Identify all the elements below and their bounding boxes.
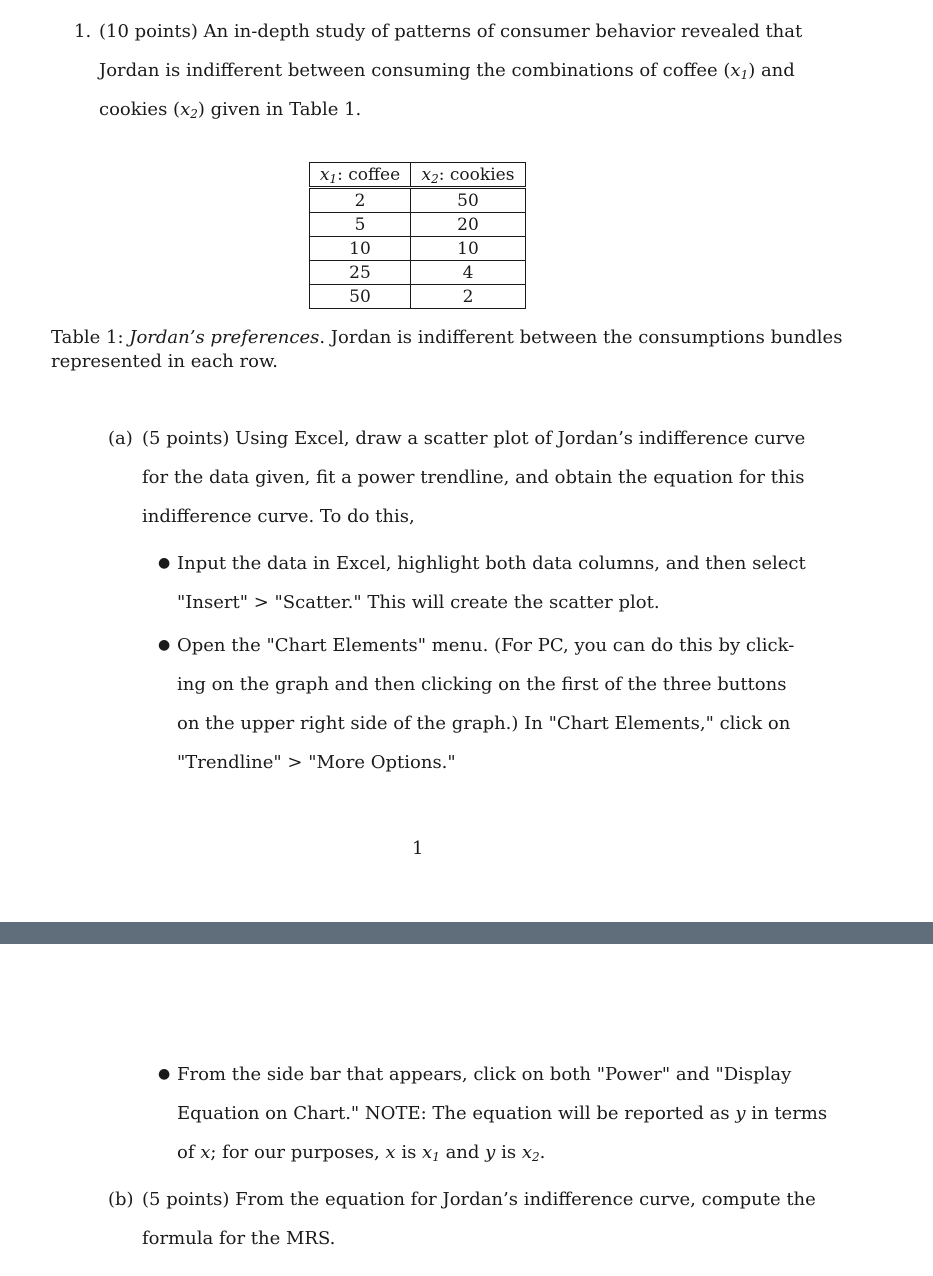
problem-number: 1. — [74, 21, 92, 42]
problem-line-3 — [99, 99, 361, 121]
problem-line-3-text: cookies ( — [99, 99, 181, 120]
var-x1: $x_1$ — [730, 60, 749, 82]
page-2 — [0, 944, 933, 1276]
bullet-1-line-2: "Insert" > "Scatter." This will create the scatter plot. — [177, 592, 660, 613]
part-a-line-2: for the data given, fit a power trendline, and obtain the equation for this — [142, 467, 805, 488]
part-b-line-1: (5 points) From the equation for Jordan’s indifference curve, compute the — [142, 1189, 816, 1210]
part-a-label: (a) — [108, 428, 133, 449]
bullet-1-line-1: Input the data in Excel, highlight both data columns, and then select — [177, 553, 806, 574]
problem-line-2-text: Jordan is indifferent between consuming the combinations of coffee ( — [99, 60, 731, 81]
part-a-line-1: (5 points) Using Excel, draw a scatter plot of Jordan’s indifference curve — [142, 428, 806, 449]
table-row: 50 2 — [310, 285, 526, 309]
table-caption-line-2: represented in each row. — [51, 351, 278, 372]
problem-line-3-end: ) given in Table 1. — [197, 99, 362, 120]
problem-line-2 — [99, 60, 795, 82]
table-row: 2 50 — [310, 188, 526, 213]
page-number: 1 — [412, 838, 424, 859]
bullet-3-line-3: of x; for our purposes, x is $x_1$ and y is $x_2$. — [177, 1142, 546, 1164]
page-divider — [0, 922, 933, 944]
bullet-2-line-3: on the upper right side of the graph.) In "Chart Elements," click on — [177, 713, 791, 734]
bullet-2-line-2: ing on the graph and then clicking on the first of the three buttons — [177, 674, 787, 695]
bullet-icon: ● — [158, 555, 171, 571]
problem-line-1: (10 points) An in-depth study of patterns of consumer behavior revealed that — [99, 21, 803, 42]
bullet-icon: ● — [158, 1066, 171, 1082]
var-x2: $x_2$ — [180, 99, 198, 121]
bullet-3-line-1: From the side bar that appears, click on both "Power" and "Display — [177, 1064, 792, 1085]
table-caption: Table 1: Jordan’s preferences. Jordan is indifferent between the consumptions bundles — [51, 327, 843, 348]
col-header-cookies: $x_2$: cookies — [411, 163, 526, 188]
part-b-label: (b) — [108, 1189, 134, 1210]
table-row: 5 20 — [310, 213, 526, 237]
preferences-table — [309, 162, 526, 309]
part-b-line-2: formula for the MRS. — [142, 1228, 336, 1249]
table-row: 25 4 — [310, 261, 526, 285]
col-header-coffee: $x_1$: coffee — [310, 163, 411, 188]
bullet-2-line-4: "Trendline" > "More Options." — [177, 752, 456, 773]
bullet-2-line-1: Open the "Chart Elements" menu. (For PC, you can do this by click- — [177, 635, 795, 656]
bullet-icon: ● — [158, 637, 171, 653]
part-a-line-3: indifference curve. To do this, — [142, 506, 415, 527]
bullet-3-line-2: Equation on Chart." NOTE: The equation will be reported as y in terms — [177, 1103, 828, 1124]
problem-line-2-end: ) and — [748, 60, 795, 81]
table-row: 10 10 — [310, 237, 526, 261]
